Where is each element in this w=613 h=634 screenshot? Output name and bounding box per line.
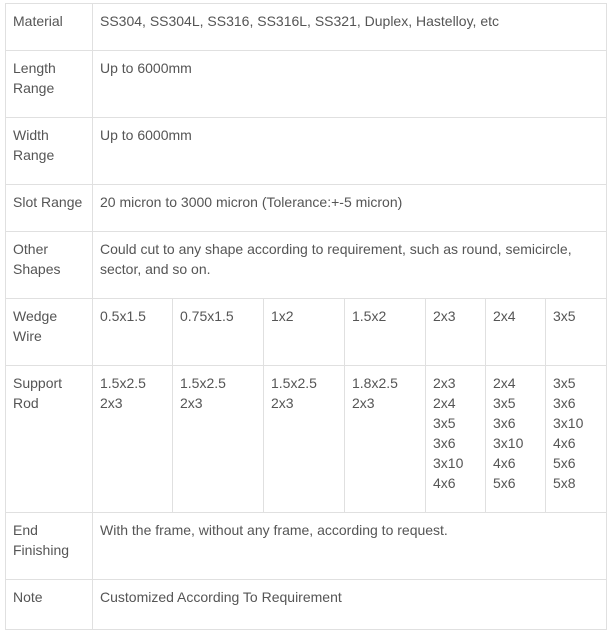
value-note: Customized According To Requirement (93, 580, 607, 630)
support-rod-size: 3x5 (493, 395, 516, 411)
support-rod-size: 2x4 (433, 395, 456, 411)
wedge-wire-cell: 0.5x1.5 (93, 299, 173, 366)
table-row-slot-range (6, 185, 607, 232)
table-row-wedge-wire (6, 299, 607, 366)
support-rod-size: 1.8x2.5 (352, 375, 398, 391)
support-rod-cell (426, 366, 486, 513)
value-other-shapes: Could cut to any shape according to requirement, such as round, semicircle, sector, and so on. (93, 232, 607, 299)
label-slot-range: Slot Range (6, 185, 93, 232)
label-line: Shapes (13, 261, 61, 277)
table-row-support-rod (6, 366, 607, 513)
value-width-range: Up to 6000mm (93, 118, 607, 185)
support-rod-size: 5x6 (553, 455, 576, 471)
support-rod-cell (345, 366, 426, 513)
label-line: End (13, 522, 38, 538)
label-line: Length (13, 60, 56, 76)
label-line: Wedge (13, 308, 58, 324)
table-row-material (6, 4, 607, 51)
value-length-range: Up to 6000mm (93, 51, 607, 118)
label-line: Width (13, 127, 49, 143)
support-rod-size: 5x6 (493, 475, 516, 491)
support-rod-size: 3x6 (433, 435, 456, 451)
support-rod-size: 4x6 (493, 455, 516, 471)
label-width-range (6, 118, 93, 185)
support-rod-size: 1.5x2.5 (271, 375, 317, 391)
label-line: Range (13, 80, 55, 96)
wedge-wire-cell: 1.5x2 (345, 299, 426, 366)
support-rod-size: 3x5 (553, 375, 576, 391)
support-rod-size: 2x4 (493, 375, 516, 391)
support-rod-size: 1.5x2.5 (180, 375, 226, 391)
label-line: Support (13, 375, 63, 391)
support-rod-size: 2x3 (433, 375, 456, 391)
wedge-wire-cell: 3x5 (546, 299, 607, 366)
support-rod-size: 2x3 (100, 395, 123, 411)
support-rod-size: 2x3 (180, 395, 203, 411)
table-row-other-shapes (6, 232, 607, 299)
value-material: SS304, SS304L, SS316, SS316L, SS321, Duplex, Hastelloy, etc (93, 4, 607, 51)
wedge-wire-cell: 1x2 (264, 299, 345, 366)
table-row-note (6, 580, 607, 630)
support-rod-size: 3x5 (433, 415, 456, 431)
table-row-end-finishing (6, 513, 607, 580)
value-end-finishing: With the frame, without any frame, according to request. (93, 513, 607, 580)
spec-table (5, 3, 607, 630)
support-rod-size: 5x8 (553, 475, 576, 491)
label-length-range (6, 51, 93, 118)
support-rod-cell (93, 366, 173, 513)
table-row-width-range (6, 118, 607, 185)
support-rod-size: 4x6 (553, 435, 576, 451)
wedge-wire-cell: 2x3 (426, 299, 486, 366)
wedge-wire-cell: 0.75x1.5 (173, 299, 264, 366)
support-rod-size: 2x3 (271, 395, 294, 411)
label-note: Note (6, 580, 93, 630)
label-line: Wire (13, 328, 42, 344)
support-rod-size: 3x10 (493, 435, 524, 451)
label-line: Finishing (13, 542, 70, 558)
value-slot-range: 20 micron to 3000 micron (Tolerance:+-5 micron) (93, 185, 607, 232)
support-rod-size: 3x6 (493, 415, 516, 431)
label-line: Rod (13, 395, 39, 411)
support-rod-size: 1.5x2.5 (100, 375, 146, 391)
label-other-shapes (6, 232, 93, 299)
support-rod-size: 4x6 (433, 475, 456, 491)
table-row-length-range (6, 51, 607, 118)
label-material: Material (6, 4, 93, 51)
label-support-rod (6, 366, 93, 513)
support-rod-size: 3x10 (433, 455, 464, 471)
label-wedge-wire (6, 299, 93, 366)
support-rod-size: 2x3 (352, 395, 375, 411)
support-rod-cell (546, 366, 607, 513)
support-rod-cell (264, 366, 345, 513)
label-end-finishing (6, 513, 93, 580)
label-line: Other (13, 241, 49, 257)
support-rod-size: 3x6 (553, 395, 576, 411)
support-rod-size: 3x10 (553, 415, 584, 431)
label-line: Range (13, 147, 55, 163)
support-rod-cell (486, 366, 546, 513)
wedge-wire-cell: 2x4 (486, 299, 546, 366)
support-rod-cell (173, 366, 264, 513)
